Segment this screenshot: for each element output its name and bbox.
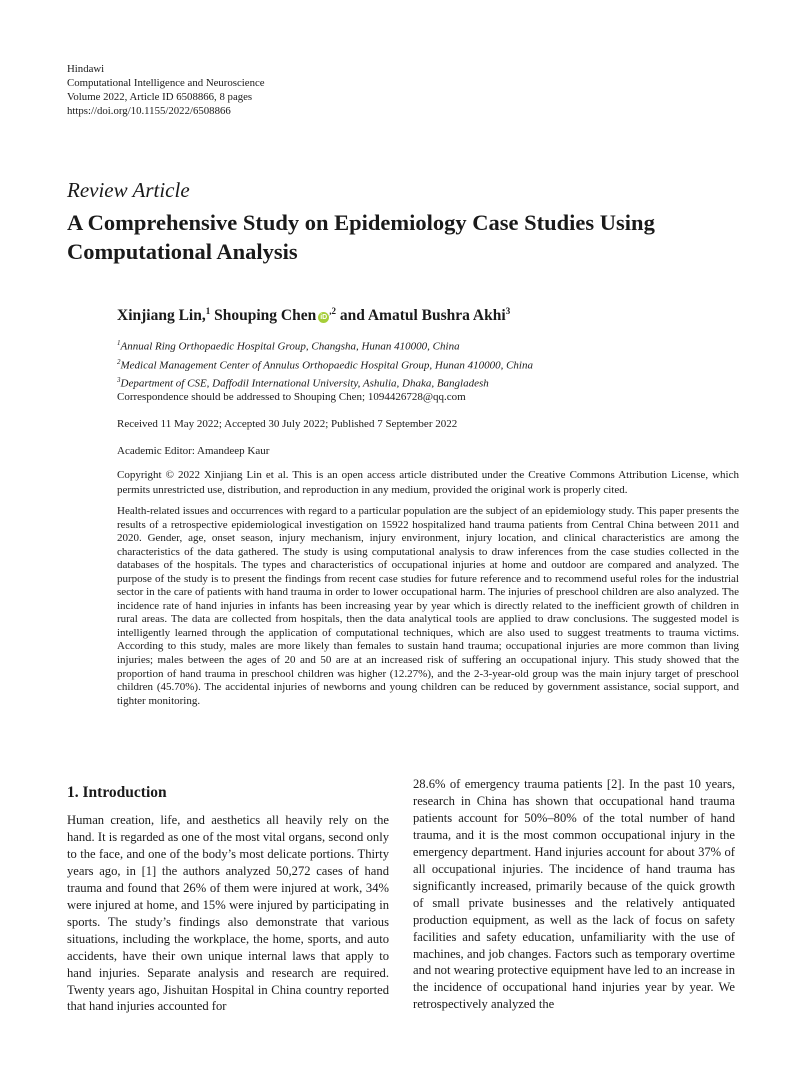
copyright-notice: Copyright © 2022 Xinjiang Lin et al. This is an open access article distributed under the Creative Commons Attribution License, which permits unrestricted use, distribution, and reproduction in any medium, provided the original work is properly cited. [117,469,739,496]
paper-title: A Comprehensive Study on Epidemiology Case Studies Using Computational Analysis [67,210,655,264]
article-type: Review Article [67,178,190,202]
affiliation-item [117,355,533,374]
section-heading: 1. Introduction [67,784,167,801]
affiliation-marker: 1 [205,306,211,316]
author-name[interactable]: Xinjiang Lin, [117,307,206,325]
body-text-right-column: 28.6% of emergency trauma patients [2]. In the past 10 years, research in China has shown that occupational hand trauma patients account for 50%–80% of the total number of hand trauma, and it is the most common occupational injury in the emergency department. Hand injuries account for about 37% of all occupational injuries. The incidence of hand trauma has significantly increased, primarily because of the quick growth of small private businesses and the relatively antiquated production equipment, as well as the lack of focus on safety facilities and safety education, unfamiliarity with the use of machines, and job changes. Factors such as temporary overtime and not wearing protective equipment have led to an increase in the incidence of occupational hand injuries year by year. We retrospectively analyzed the [413,777,735,1012]
affiliation-item [117,373,533,392]
author-name[interactable]: and Amatul Bushra Akhi [339,307,506,325]
author-list [117,306,510,325]
orcid-icon[interactable]: iD [320,314,328,322]
journal-name: Computational Intelligence and Neuroscience [67,77,265,89]
affiliation-text: Medical Management Center of Annulus Orthopaedic Hospital Group, Hunan 410000, China [120,359,533,372]
author-name[interactable]: Shouping Chen [214,307,317,325]
affiliation-item [117,336,533,355]
affiliation-number: 1 [117,339,121,347]
body-text-left-column: Human creation, life, and aesthetics all heavily rely on the hand. It is regarded as one of the most vital organs, second only to the face, and one of the body’s most delicate portions. Thirty years ago, in [1] the authors analyzed 50,272 cases of hand trauma and found that 26% of them were injured at work, 34% were injured at home, and 15% were injured by participating in sports. The study’s findings also demonstrate that various situations, including the workplace, the home, sports, and auto accidents, have their own unique internal laws that apply to hand injuries. Separate analysis and research are required. Twenty years ago, Jishuitan Hospital in China country reported that hand injuries accounted for [67,813,389,1014]
affiliation-marker: 3 [505,306,511,316]
affiliation-marker: ,2 [329,306,336,316]
affiliations [117,336,533,392]
affiliation-number: 3 [117,376,121,385]
affiliation-text: Department of CSE, Daffodil International University, Ashulia, Dhaka, Bangladesh [120,377,489,390]
correspondence: Correspondence should be addressed to Shouping Chen; 1094426728@qq.com [117,391,466,403]
volume-info: Volume 2022, Article ID 6508866, 8 pages [67,91,253,103]
abstract: Health-related issues and occurrences with regard to a particular population are the subject of an epidemiology study. This paper presents the results of a retrospective epidemiological investigation on 15922 hospitalized hand trauma patients from Central China between 2011 and 2020. Gender, age, onset season, injury mechanism, injury environment, injury location, and clinical characteristics are among the characteristics of the data gathered. The study is using computational analysis to draw inferences from the case studies collected in the databases of the hospitals. The types and characteristics of occupational injuries at home and outdoor are compared and analyzed. The purpose of the study is to present the findings from recent case studies for future reference and to recommend useful roles for the industrial sector in the care of patients with hand trauma in order to lower occupational harm. The injuries of preschool children are also analyzed. The incidence rate of hand injuries in infants has been increasing year by year which is directly related to the inefficient growth of children in rural areas. The data are collected from hospitals, then the data analytical tools are applied to draw conclusions. The suggested model is intelligently learned through the application of computational techniques, which are also used to suggest treatments to trauma victims. According to this study, males are more likely than females to sustain hand trauma; occupational injuries are more common than living injuries; males between the ages of 20 and 50 are at an increased risk of suffering an occupational injury. This study showed that the proportion of hand trauma in preschool children was higher (12.27%), and the 2-3-year-old group was the main injury target of preschool children (45.70%). The accidental injuries of newborns and young children can be reduced by government assistance, social support, and tighter monitoring. [117,505,739,707]
academic-editor: Academic Editor: Amandeep Kaur [117,445,270,457]
publication-dates: Received 11 May 2022; Accepted 30 July 2022; Published 7 September 2022 [117,418,458,430]
doi-link[interactable]: https://doi.org/10.1155/2022/6508866 [67,105,231,117]
affiliation-text: Annual Ring Orthopaedic Hospital Group, Changsha, Hunan 410000, China [120,340,460,353]
affiliation-number: 2 [117,357,121,366]
publisher-name: Hindawi [67,63,105,75]
journal-header [67,62,265,118]
